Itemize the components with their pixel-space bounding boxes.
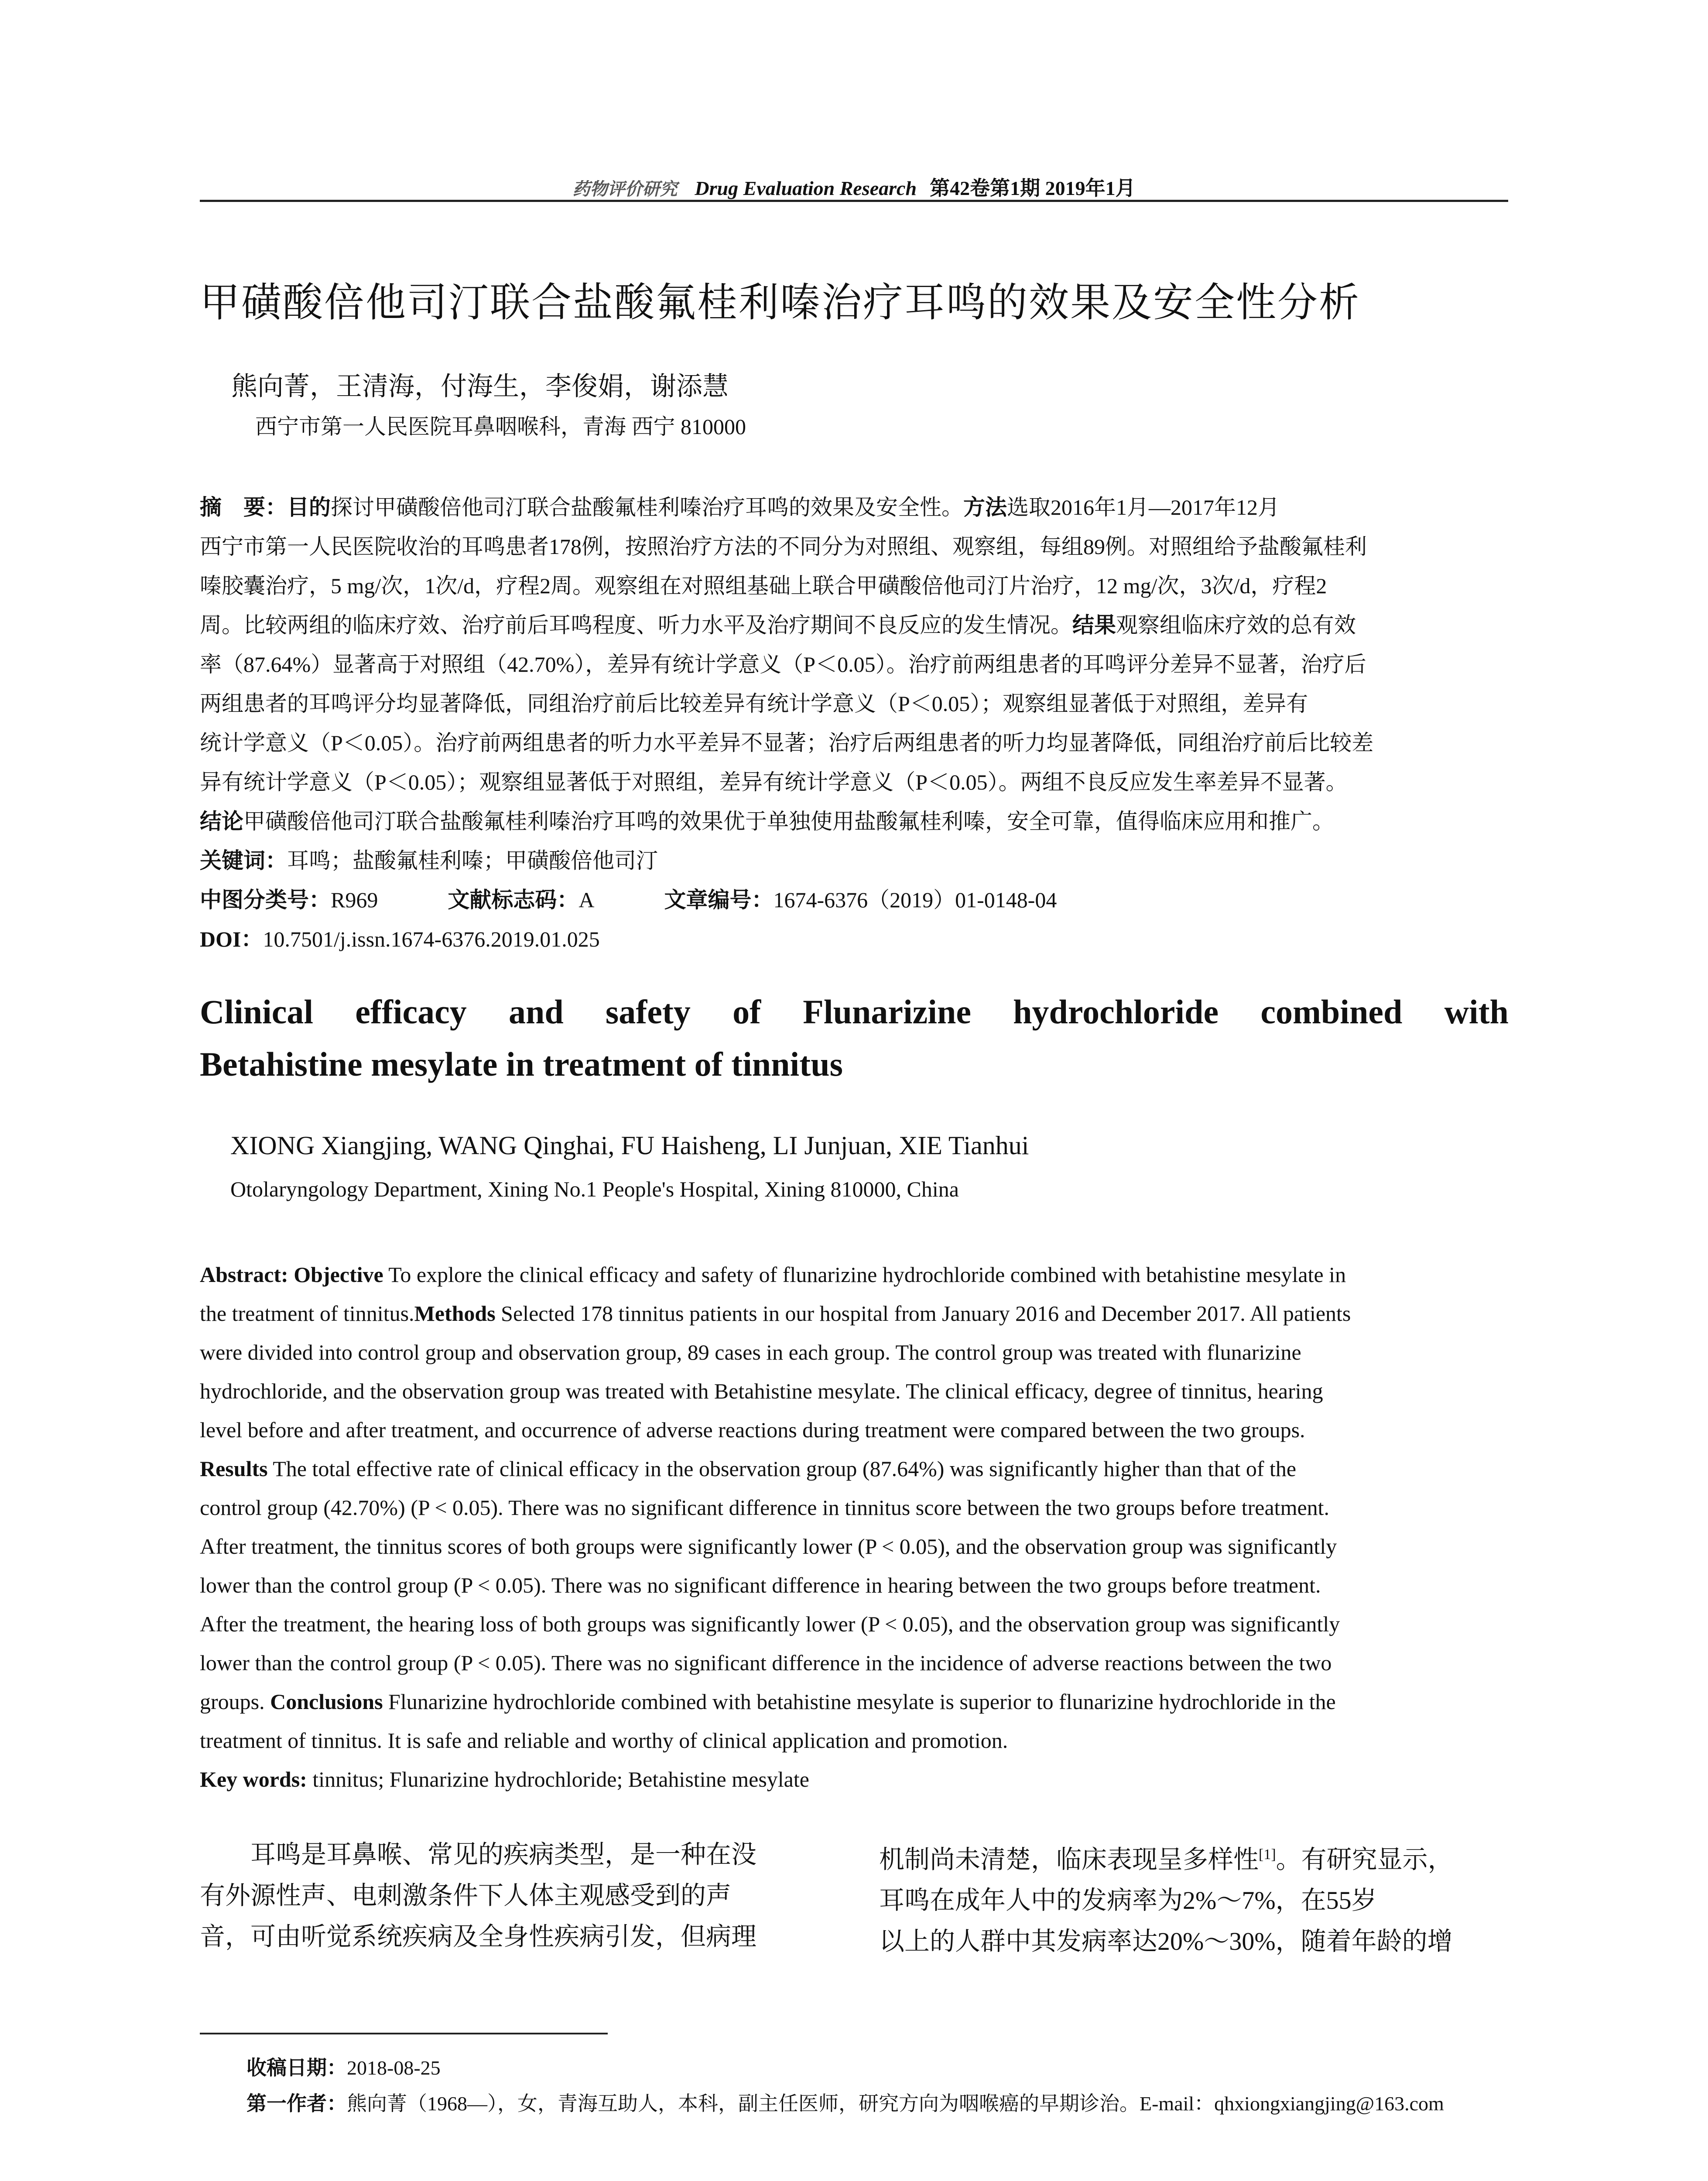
body-line: 耳鸣在成年人中的发病率为2%～7%，在55岁 <box>879 1886 1377 1915</box>
body-column-right <box>879 1834 1509 1962</box>
abstract-en-line: Abstract: Objective To explore the clinical efficacy and safety of flunarizine hydrochloride combined with betahistine mesylate in <box>200 1262 1346 1287</box>
title-en-line2: Betahistine mesylate in treatment of tinnitus <box>200 1045 843 1083</box>
abstract-cn-line: 西宁市第一人民医院收治的耳鸣患者178例，按照治疗方法的不同分为对照组、观察组，每组89例。对照组给予盐酸氟桂利 <box>200 534 1367 559</box>
body-line: 音，可由听觉系统疾病及全身性疾病引发，但病理 <box>200 1922 757 1951</box>
abstract-cn-line: 异有统计学意义（P＜0.05）；观察组显著低于对照组，差异有统计学意义（P＜0.05）。两组不良反应发生率差异不显著。 <box>200 770 1348 794</box>
doi-value[interactable]: 10.7501/j.issn.1674-6376.2019.01.025 <box>263 927 600 951</box>
abstract-en-line: control group (42.70%) (P < 0.05). There was no significant difference in tinnitus score between the two groups before treatment. <box>200 1495 1330 1520</box>
abstract-en-line: lower than the control group (P < 0.05). There was no significant difference in the incidence of adverse reactions between the two <box>200 1651 1332 1675</box>
body-line: 机制尚未清楚，临床表现呈多样性[1]。有研究显示， <box>879 1845 1453 1874</box>
journal-logo: 药物评价研究 <box>572 179 678 199</box>
citation-ref[interactable]: [1] <box>1259 1846 1276 1863</box>
affiliation-chinese: 西宁市第一人民医院耳鼻咽喉科，青海 西宁 810000 <box>255 414 746 439</box>
keywords-en: Key words: tinnitus; Flunarizine hydrochloride; Betahistine mesylate <box>200 1767 809 1791</box>
abstract-cn-line: 嗪胶囊治疗，5 mg/次，1次/d，疗程2周。观察组在对照组基础上联合甲磺酸倍他司汀片治疗，12 mg/次，3次/d，疗程2 <box>200 574 1327 598</box>
abstract-en-line: level before and after treatment, and occurrence of adverse reactions during treatment were compared between the two groups. <box>200 1418 1305 1442</box>
issue-info: 第42卷第1期 2019年1月 <box>930 177 1136 199</box>
abstract-en-line: After the treatment, the hearing loss of both groups was significantly lower (P < 0.05), and the observation group was significantly <box>200 1612 1340 1636</box>
abstract-cn-line: 两组患者的耳鸣评分均显著降低，同组治疗前后比较差异有统计学意义（P＜0.05）；观察组显著低于对照组，差异有 <box>200 691 1308 716</box>
keywords-cn: 关键词：耳鸣；盐酸氟桂利嗪；甲磺酸倍他司汀 <box>200 848 658 873</box>
title-en-line1: Clinical efficacy and safety of Flunarizine hydrochloride combined with <box>200 993 1509 1031</box>
doi-line: DOI：10.7501/j.issn.1674-6376.2019.01.025 <box>200 927 600 951</box>
body-column-left <box>200 1834 830 1957</box>
abstract-en-line: lower than the control group (P < 0.05). There was no significant difference in hearing between the two groups before treatment. <box>200 1573 1321 1597</box>
abstract-chinese <box>200 488 1509 959</box>
abstract-cn-line: 结论甲磺酸倍他司汀联合盐酸氟桂利嗪治疗耳鸣的效果优于单独使用盐酸氟桂利嗪，安全可靠，值得临床应用和推广。 <box>200 809 1334 834</box>
received-date: 收稿日期：2018-08-25 <box>246 2057 441 2079</box>
abstract-en-line: After treatment, the tinnitus scores of both groups were significantly lower (P < 0.05), and the observation group was significantly <box>200 1534 1337 1559</box>
abstract-en-line: groups. Conclusions Flunarizine hydrochloride combined with betahistine mesylate is superior to flunarizine hydrochloride in the <box>200 1689 1336 1714</box>
abstract-en-line: were divided into control group and observation group, 89 cases in each group. The control group was treated with flunarizine <box>200 1340 1301 1364</box>
authors-chinese: 熊向菁，王清海，付海生，李俊娟，谢添慧 <box>231 372 729 401</box>
abstract-en-line: Results The total effective rate of clinical efficacy in the observation group (87.64%) was significantly higher than that of the <box>200 1456 1297 1481</box>
abstract-cn-line: 摘 要：目的探讨甲磺酸倍他司汀联合盐酸氟桂利嗪治疗耳鸣的效果及安全性。方法选取2016年1月—2017年12月 <box>200 495 1280 520</box>
footnotes <box>246 2050 1444 2122</box>
body-line: 有外源性声、电刺激条件下人体主观感受到的声 <box>200 1881 732 1910</box>
journal-name: Drug Evaluation Research <box>695 177 917 199</box>
abstract-en-line: hydrochloride, and the observation group was treated with Betahistine mesylate. The clinical efficacy, degree of tinnitus, hearing <box>200 1379 1323 1403</box>
authors-english: XIONG Xiangjing, WANG Qinghai, FU Haisheng, LI Junjuan, XIE Tianhui <box>230 1131 1029 1160</box>
affiliation-english: Otolaryngology Department, Xining No.1 People's Hospital, Xining 810000, China <box>230 1177 959 1201</box>
abstract-en-line: treatment of tinnitus. It is safe and reliable and worthy of clinical application and promotion. <box>200 1728 1008 1753</box>
classification-line: 中图分类号：R969 文献标志码：A 文章编号：1674-6376（2019）01-0148-04 <box>200 888 1057 912</box>
body-line: 以上的人群中其发病率达20%～30%，随着年龄的增 <box>879 1927 1453 1956</box>
title-english <box>200 986 1509 1090</box>
title-chinese: 甲磺酸倍他司汀联合盐酸氟桂利嗪治疗耳鸣的效果及安全性分析 <box>200 279 1361 326</box>
abstract-cn-line: 率（87.64%）显著高于对照组（42.70%），差异有统计学意义（P＜0.05）。治疗前两组患者的耳鸣评分差异不显著，治疗后 <box>200 652 1366 677</box>
abstract-cn-line: 周。比较两组的临床疗效、治疗前后耳鸣程度、听力水平及治疗期间不良反应的发生情况。结果观察组临床疗效的总有效 <box>200 613 1356 637</box>
body-line: 耳鸣是耳鼻喉、常见的疾病类型，是一种在没 <box>200 1840 757 1869</box>
running-header <box>0 172 1708 201</box>
footnote-rule <box>200 2033 608 2034</box>
header-rule <box>200 200 1508 202</box>
abstract-english <box>200 1255 1509 1799</box>
author-info: 第一作者：熊向菁（1968—），女，青海互助人，本科，副主任医师，研究方向为咽喉癌的早期诊治。E-mail：qhxiongxiangjing@163.com <box>246 2092 1444 2115</box>
abstract-en-line: the treatment of tinnitus.Methods Selected 178 tinnitus patients in our hospital from January 2016 and December 2017. All patients <box>200 1301 1351 1326</box>
abstract-cn-line: 统计学意义（P＜0.05）。治疗前两组患者的听力水平差异不显著；治疗后两组患者的听力均显著降低，同组治疗前后比较差 <box>200 731 1374 755</box>
